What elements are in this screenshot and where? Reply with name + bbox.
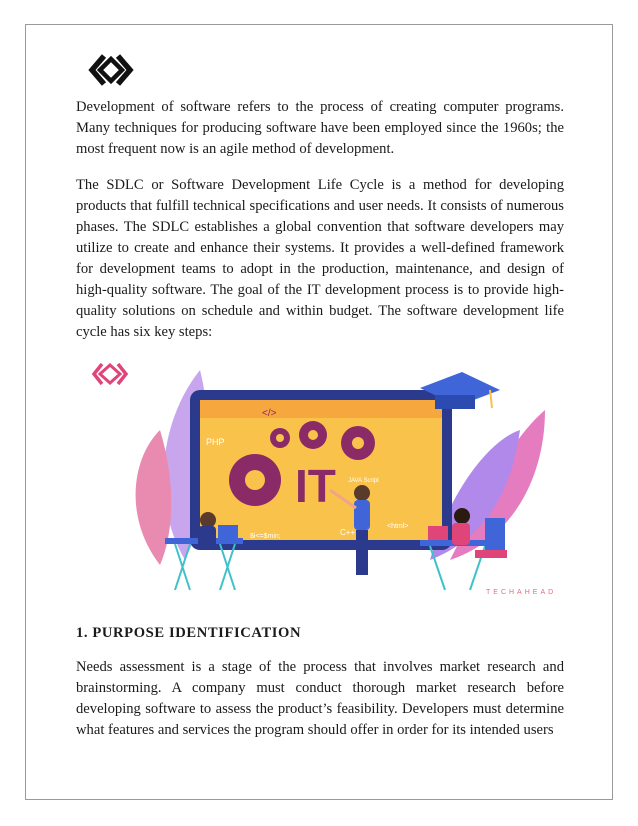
brand-logo-icon: [94, 364, 126, 384]
screen-label-php: PHP: [206, 437, 225, 447]
screen-label-html: <html>: [387, 523, 409, 530]
screen-label-java: JAVA Script: [348, 478, 379, 484]
screen-code-tag: </>: [262, 408, 277, 419]
screen-label-formula: $i<=$min;: [250, 533, 281, 540]
section-heading: 1. PURPOSE IDENTIFICATION: [76, 625, 302, 641]
sdlc-illustration: [90, 350, 560, 605]
watermark-text: TECHAHEAD: [486, 589, 557, 596]
screen-it-text: IT: [295, 460, 336, 512]
section-paragraph: Needs assessment is a stage of the process that involves market research and brainstorming. A company must conduct thorough market research before developing software to assess the product’s feasibility. Developers must determine what features and services the program should offer in order for its intended users: [76, 659, 564, 738]
intro-paragraph: Development of software refers to the process of creating computer programs. Many techniques for producing software have been employed since the 1960s; the most frequent now is an agile method of development.: [76, 99, 564, 157]
screen-label-cpp: C++: [340, 528, 356, 537]
sdlc-paragraph: The SDLC or Software Development Life Cycle is a method for developing products that fulfill technical specifications and user needs. It consists of numerous phases. The SDLC establishes a global convention that software developers may utilize to create and enhance their systems. It provides a well-defined framework for development teams to adopt in the production, maintenance, and design of high-quality software. The goal of the IT development process is to provide high-quality solutions on schedule and within budget. The software development life cycle has six key steps:: [76, 177, 564, 340]
company-logo: [88, 52, 134, 88]
